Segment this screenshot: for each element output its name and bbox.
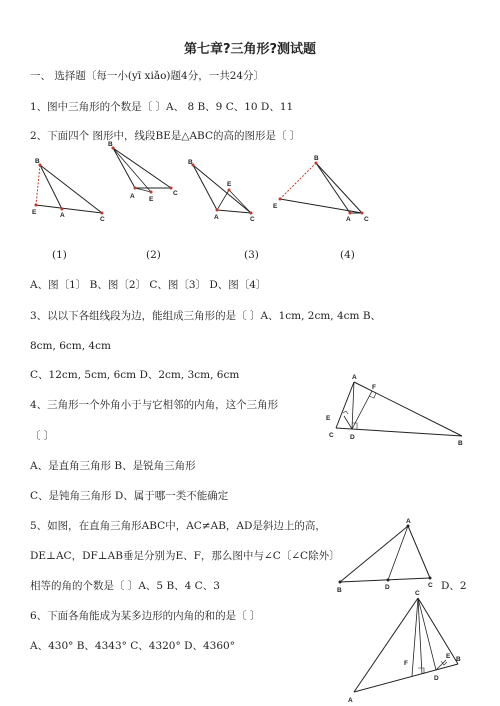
question-4-options-ab: A、是直角三角形 B、是锐角三角形: [30, 460, 196, 472]
label-e: E: [149, 196, 154, 203]
label-f: F: [372, 384, 376, 391]
question-4: 4、三角形一个外角小于与它相邻的内角，这个三角形: [30, 399, 279, 411]
figure-caption-3: (3): [244, 249, 259, 261]
label-a: A: [130, 193, 135, 200]
question-5-options: 相等的角的个数是〔 〕A、5 B、4 C、3: [30, 580, 220, 592]
question-5-continued: DE⊥AC，DF⊥AB垂足分别为E、F，那么图中与∠C〔∠C除外〕: [30, 550, 340, 562]
label-c: C: [100, 216, 105, 223]
label-e: E: [227, 181, 232, 188]
page-title: 第七章?三角形?测试题: [183, 42, 317, 57]
question-1: 1、图中三角形的个数是〔 〕A、 8 B、9 C、10 D、11: [30, 101, 294, 113]
label-e: E: [32, 209, 37, 216]
label-b: B: [188, 159, 193, 166]
label-b: B: [337, 587, 342, 594]
label-e: E: [273, 203, 278, 210]
question-5-option-d: D、2: [441, 580, 467, 592]
label-c: C: [364, 216, 369, 223]
question-3: 3、以以下各组线段为边，能组成三角形的是〔 〕A、1cm, 2cm, 4cm B、: [30, 310, 382, 322]
section-heading: 一、 选择题〔每一小(yī xiǎo)题4分，一共24分〕: [30, 70, 265, 82]
label-c: C: [428, 582, 433, 589]
question-6-options: A、430° B、4343° C、4320° D、4360°: [30, 640, 235, 652]
figure-caption-4: (4): [340, 249, 355, 261]
question-6: 6、下面各角能成为某多边形的内角的和的是〔 〕: [30, 610, 261, 622]
question-3-options: C、12cm, 5cm, 6cm D、2cm, 3cm, 6cm: [30, 369, 240, 381]
label-b: B: [456, 656, 461, 663]
q6-figure: [342, 588, 472, 704]
q4-figure: [322, 372, 472, 452]
label-a: A: [406, 518, 411, 525]
figure-caption-2: (2): [146, 249, 161, 261]
label-b: B: [458, 440, 463, 447]
q2-figure-2: [105, 140, 185, 205]
q2-figure-1: [30, 155, 110, 223]
label-f: F: [404, 660, 408, 667]
q5-figure: [330, 516, 440, 596]
label-c: C: [173, 190, 178, 197]
label-a: A: [346, 216, 351, 223]
label-a: A: [60, 212, 65, 219]
label-c: C: [329, 432, 334, 439]
q2-figure-4: [270, 155, 380, 223]
figure-caption-1: (1): [52, 249, 67, 261]
label-a: A: [348, 697, 353, 704]
question-4-options-cd: C、是钝角三角形 D、属于哪一类不能确定: [30, 490, 229, 502]
label-d: D: [350, 434, 355, 441]
label-b: B: [314, 155, 319, 162]
question-2-options: A、图〔1〕 B、图〔2〕 C、图〔3〕 D、图〔4〕: [30, 279, 267, 291]
label-e: E: [446, 653, 451, 660]
question-3-continued: 8cm, 6cm, 4cm: [30, 340, 111, 352]
label-c: C: [415, 590, 420, 597]
label-e: E: [326, 415, 331, 422]
label-b: B: [108, 141, 113, 148]
label-a: A: [214, 214, 219, 221]
q2-figure-3: [183, 155, 263, 223]
question-4-blank: 〔 〕: [30, 430, 55, 442]
label-c: C: [250, 216, 255, 223]
label-d: D: [434, 675, 439, 682]
label-b: B: [35, 158, 40, 165]
label-d: D: [385, 584, 390, 591]
question-5: 5、如图，在直角三角形ABC中，AC≠AB，AD是斜边上的高，: [30, 520, 326, 532]
question-2: 2、下面四个 图形中，线段BE是△ABC的高的图形是〔 〕: [30, 130, 301, 142]
label-a: A: [352, 374, 357, 381]
